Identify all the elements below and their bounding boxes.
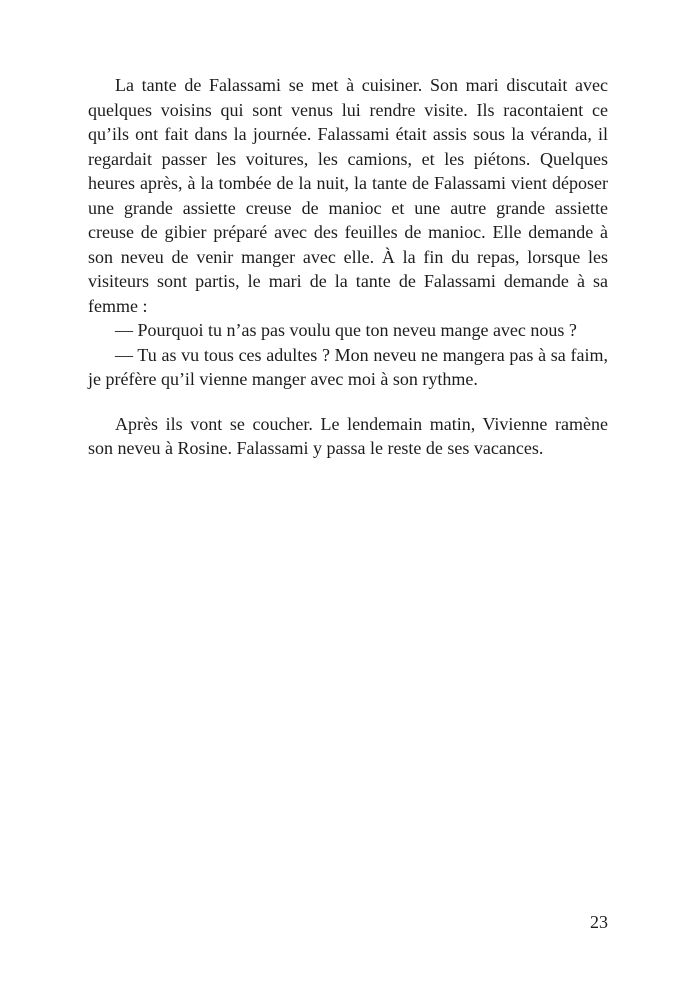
text-line: visiteurs sont partis, le mari de la tante de Falassami demande à sa: [88, 271, 608, 291]
text-line: regardait passer les voitures, les camions, et les piétons. Quelques: [88, 148, 608, 169]
paragraph-spacer: [88, 392, 608, 412]
text-line: femme :: [88, 295, 148, 316]
text-line: son neveu à Rosine. Falassami y passa le reste de ses vacances.: [88, 438, 544, 458]
dialogue-line: — Tu as vu tous ces adultes ? Mon neveu ne mangera pas à sa faim,: [115, 344, 608, 365]
dialogue-block: [88, 318, 608, 392]
text-line: La tante de Falassami se met à cuisiner. Son mari discutait avec: [115, 75, 608, 95]
dialogue-line: — Pourquoi tu n’as pas voulu que ton neveu mange avec nous ?: [115, 320, 577, 340]
dialogue-line: je préfère qu’il vienne manger avec moi à son rythme.: [88, 369, 478, 389]
text-line: quelques voisins qui sont venus lui rendre visite. Ils racontaient ce: [88, 99, 608, 120]
text-line: heures après, à la tombée de la nuit, la tante de Falassami vient déposer: [88, 173, 608, 193]
paragraph-closing: [88, 412, 608, 461]
text-line: creuse de gibier préparé avec des feuilles de manioc. Elle demande à: [88, 222, 608, 242]
text-line: qu’ils ont fait dans la journée. Falassami était assis sous la véranda, il: [88, 124, 608, 144]
page-number: 23: [590, 912, 608, 932]
text-line: une grande assiette creuse de manioc et une autre grande assiette: [88, 197, 608, 218]
text-line: Après ils vont se coucher. Le lendemain matin, Vivienne ramène: [115, 413, 608, 434]
text-block: [88, 73, 608, 461]
text-line: son neveu de venir manger avec elle. À la fin du repas, lorsque les: [88, 246, 608, 267]
paragraph-narrative: [88, 73, 608, 318]
